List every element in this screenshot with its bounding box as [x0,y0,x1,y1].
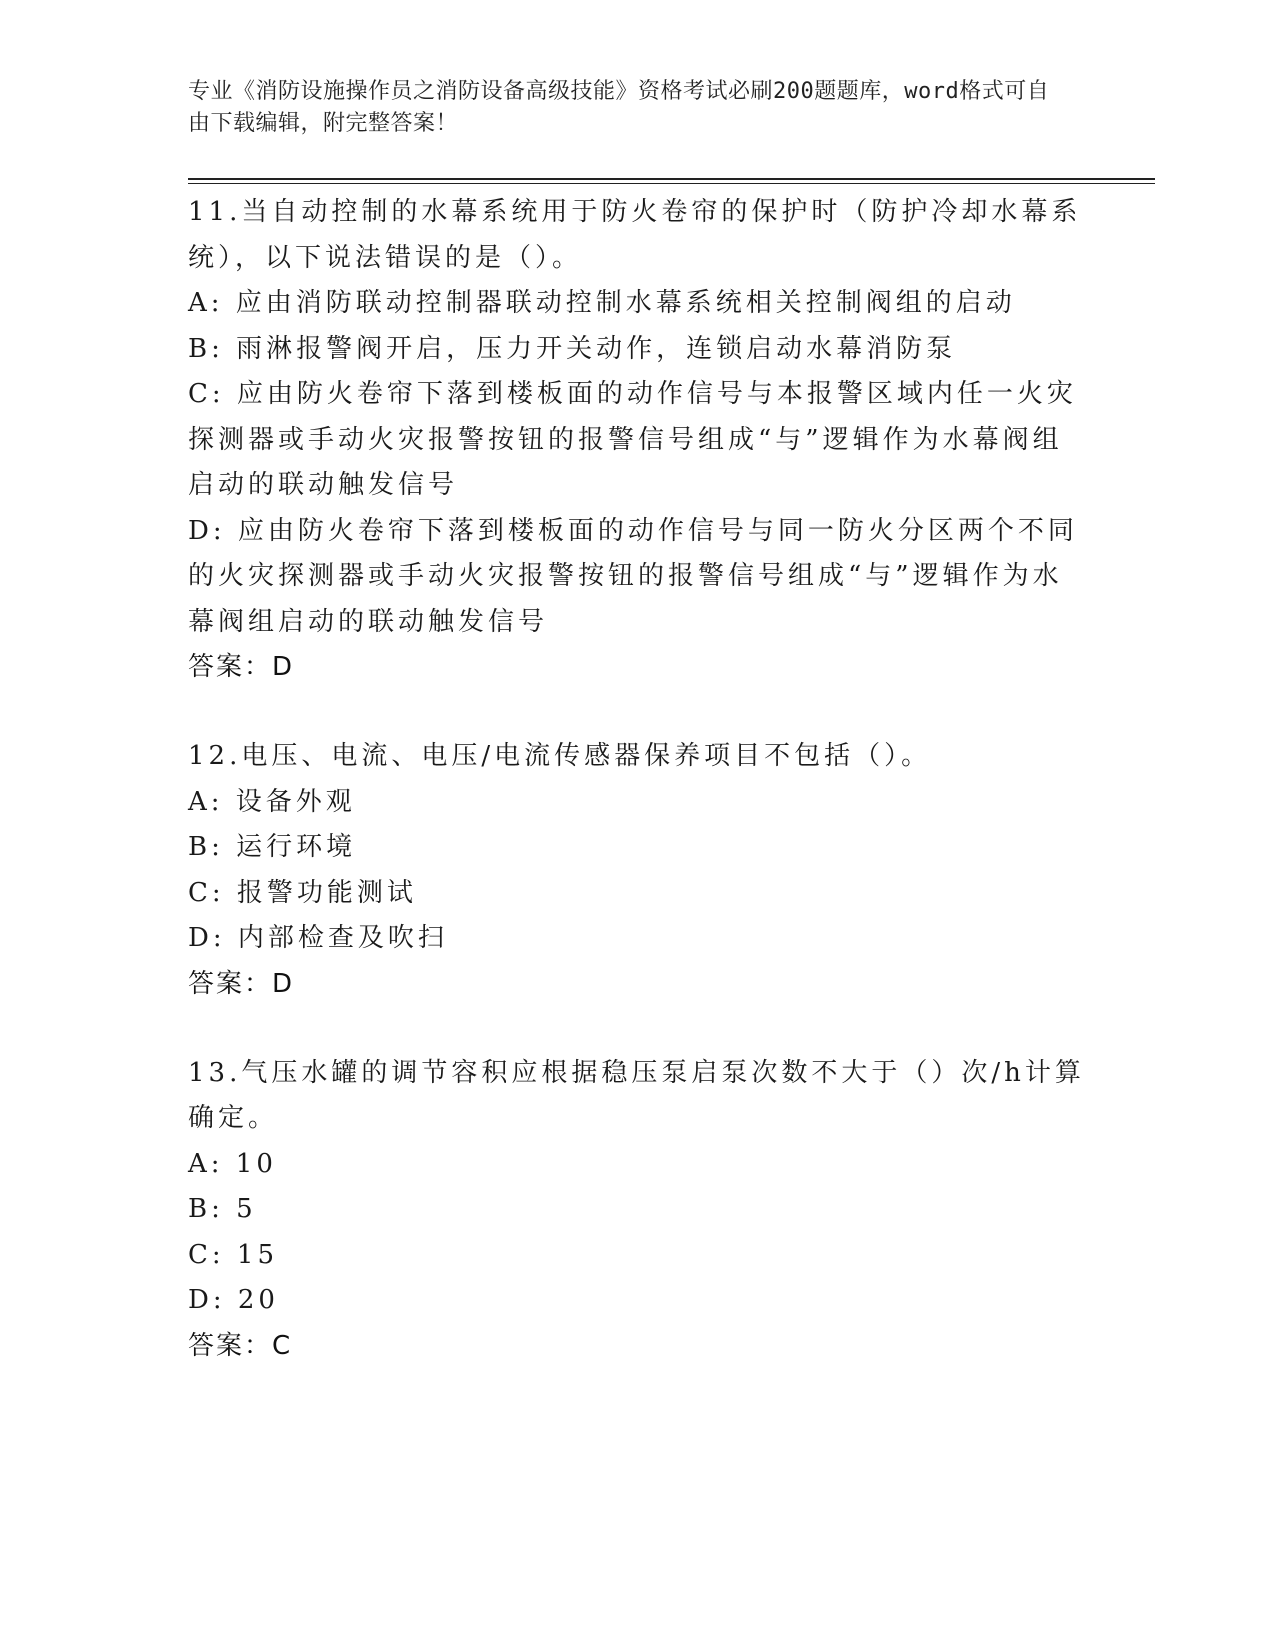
question-13 [188,1051,1088,1369]
document-header: 专业《消防设施操作员之消防设备高级技能》资格考试必刷200题题库，word格式可自由下载编辑，附完整答案！ [188,79,1050,136]
header-divider-thick [188,178,1155,180]
option-b: B: 雨淋报警阀开启，压力开关动作，连锁启动水幕消防泵 [188,333,957,364]
option-a: A: 设备外观 [188,786,356,817]
question-stem: 13.气压水罐的调节容积应根据稳压泵启泵次数不大于（）次/h计算确定。 [188,1057,1085,1133]
header-divider-thin [188,183,1155,184]
answer-label: 答案：C [188,1330,293,1361]
question-12 [188,734,1088,1007]
option-a: A: 10 [188,1148,277,1179]
question-stem: 11.当自动控制的水幕系统用于防火卷帘的保护时（防护冷却水幕系统），以下说法错误的是（）。 [188,197,1082,273]
option-c: C: 报警功能测试 [188,877,417,908]
question-11 [188,190,1088,690]
option-c: C: 15 [188,1239,279,1270]
option-d: D: 应由防火卷帘下落到楼板面的动作信号与同一防火分区两个不同的火灾探测器或手动火灾报警按钮的报警信号组成“与”逻辑作为水幕阀组启动的联动触发信号 [188,515,1078,637]
option-c: C: 应由防火卷帘下落到楼板面的动作信号与本报警区域内任一火灾探测器或手动火灾报警按钮的报警信号组成“与”逻辑作为水幕阀组启动的联动触发信号 [188,379,1077,500]
question-stem: 12.电压、电流、电压/电流传感器保养项目不包括（）。 [188,741,932,771]
answer-label: 答案：D [188,968,295,999]
answer-label: 答案：D [188,652,295,682]
option-d: D: 内部检查及吹扫 [188,923,448,953]
option-b: B: 5 [188,1194,257,1224]
option-a: A: 应由消防联动控制器联动控制水幕系统相关控制阀组的启动 [188,288,1016,318]
option-b: B: 运行环境 [188,832,357,862]
option-d: D: 20 [188,1285,279,1315]
question-list [188,190,1088,1413]
